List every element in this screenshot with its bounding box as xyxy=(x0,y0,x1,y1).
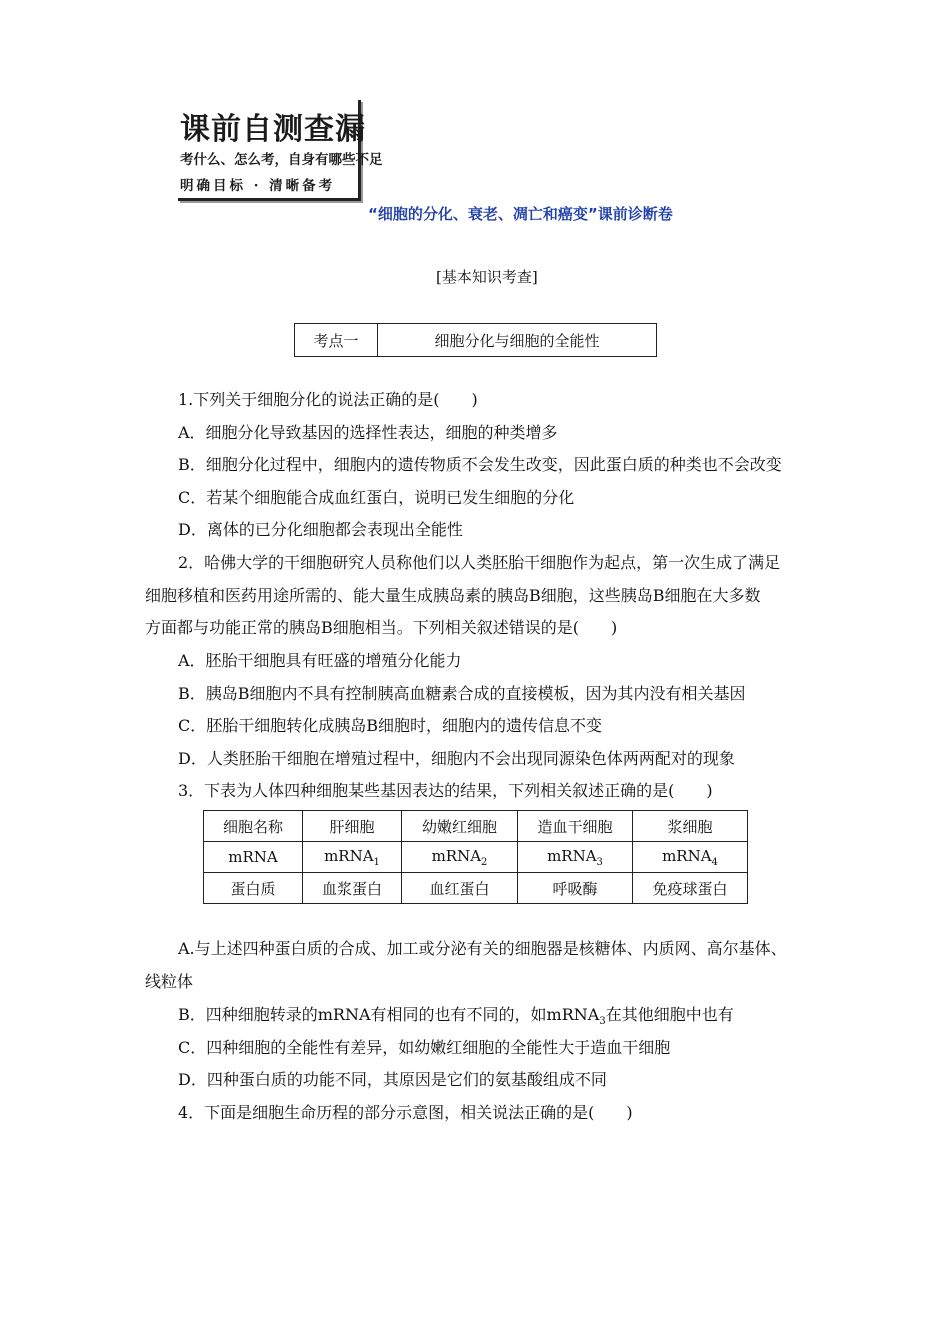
q2-stem-line-3: 方面都与功能正常的胰岛B细胞相当。下列相关叙述错误的是( ) xyxy=(145,618,618,637)
q2-option-c: C．胚胎干细胞转化成胰岛B细胞时，细胞内的遗传信息不变 xyxy=(178,716,603,735)
table-row xyxy=(204,873,748,904)
topic-title: 细胞分化与细胞的全能性 xyxy=(434,331,600,350)
q2-option-b: B．胰岛B细胞内不具有控制胰高血糖素合成的直接模板，因为其内没有相关基因 xyxy=(178,684,746,703)
q3-option-a-line-2: 线粒体 xyxy=(145,972,194,991)
banner-subtitle: 考什么、怎么考，自身有哪些不足 xyxy=(180,152,383,168)
table-cell: mRNA$_4$ xyxy=(633,842,748,873)
banner-subtitle-2: 明确目标 · 清晰备考 xyxy=(180,178,336,194)
table-cell: mRNA$_3$ xyxy=(518,842,633,873)
table-cell: mRNA$_1$ xyxy=(303,842,402,873)
table-header-cell: 造血干细胞 xyxy=(518,811,633,842)
table-cell: 蛋白质 xyxy=(204,873,303,904)
q1-option-d: D．离体的已分化细胞都会表现出全能性 xyxy=(178,520,463,539)
topic-label: 考点一 xyxy=(295,324,378,356)
q3-option-b: B．四种细胞转录的mRNA有相同的也有不同的，如mRNA$_3$在其他细胞中也有 xyxy=(178,1005,734,1028)
q3-option-d: D．四种蛋白质的功能不同，其原因是它们的氨基酸组成不同 xyxy=(178,1070,607,1089)
table-cell: mRNA$_2$ xyxy=(402,842,518,873)
section-heading: [基本知识考查] xyxy=(436,268,538,286)
table-cell: mRNA xyxy=(204,842,303,873)
q2-stem-line-1: 2．哈佛大学的干细胞研究人员称他们以人类胚胎干细胞作为起点，第一次生成了满足 xyxy=(178,553,781,572)
gene-expression-table xyxy=(203,810,748,904)
banner-title: 课前自测查漏 xyxy=(180,112,366,147)
table-row xyxy=(204,811,748,842)
q3-option-a-line-1: A.与上述四种蛋白质的合成、加工或分泌有关的细胞器是核糖体、内质网、高尔基体、 xyxy=(178,939,787,958)
topic-box xyxy=(294,323,657,357)
table-header-cell: 肝细胞 xyxy=(303,811,402,842)
q3-stem: 3．下表为人体四种细胞某些基因表达的结果，下列相关叙述正确的是( ) xyxy=(178,781,713,800)
banner xyxy=(178,100,383,201)
table-cell: 血浆蛋白 xyxy=(303,873,402,904)
q4-stem: 4．下面是细胞生命历程的部分示意图，相关说法正确的是( ) xyxy=(178,1103,633,1122)
table-header-cell: 幼嫩红细胞 xyxy=(402,811,518,842)
table-cell: 免疫球蛋白 xyxy=(633,873,748,904)
table-cell: 血红蛋白 xyxy=(402,873,518,904)
q1-stem: 1.下列关于细胞分化的说法正确的是( ) xyxy=(178,390,478,409)
table-header-cell: 细胞名称 xyxy=(204,811,303,842)
q2-option-a: A．胚胎干细胞具有旺盛的增殖分化能力 xyxy=(178,651,462,670)
q1-option-b: B．细胞分化过程中，细胞内的遗传物质不会发生改变，因此蛋白质的种类也不会改变 xyxy=(178,455,782,474)
table-header-cell: 浆细胞 xyxy=(633,811,748,842)
table-cell: 呼吸酶 xyxy=(518,873,633,904)
q2-option-d: D．人类胚胎干细胞在增殖过程中，细胞内不会出现同源染色体两两配对的现象 xyxy=(178,749,735,768)
q1-option-c: C．若某个细胞能合成血红蛋白，说明已发生细胞的分化 xyxy=(178,488,575,507)
table-row xyxy=(204,842,748,873)
q3-option-c: C．四种细胞的全能性有差异，如幼嫩红细胞的全能性大于造血干细胞 xyxy=(178,1038,671,1057)
q1-option-a: A．细胞分化导致基因的选择性表达，细胞的种类增多 xyxy=(178,423,558,442)
document-title: “细胞的分化、衰老、凋亡和癌变”课前诊断卷 xyxy=(368,205,673,223)
q2-stem-line-2: 细胞移植和医药用途所需的、能大量生成胰岛素的胰岛B细胞，这些胰岛B细胞在大多数 xyxy=(145,586,761,605)
